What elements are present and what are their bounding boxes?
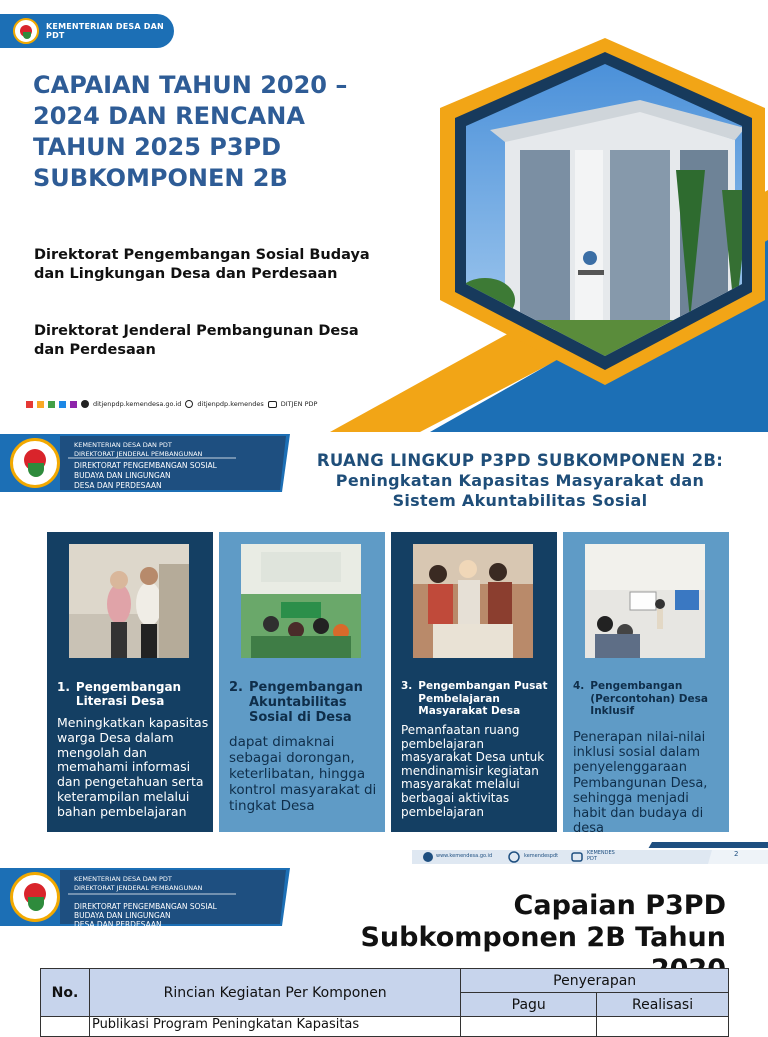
panel-number: 2. <box>229 680 243 695</box>
panel-title <box>57 680 207 708</box>
panel-title-text: Pengembangan Literasi Desa <box>75 680 182 708</box>
col-header-penyerapan: Penyerapan <box>461 969 729 993</box>
table-row <box>41 1017 729 1037</box>
youtube-icon <box>268 401 277 408</box>
panel-description: Penerapan nilai-nilai inklusi sosial dalam penyelenggaraan Pembangunan Desa, sehingga menjadi habit dan budaya di desa <box>573 730 708 837</box>
title-line: Subkomponen 2B Tahun <box>360 922 726 953</box>
panel-number: 1. <box>57 680 70 694</box>
title-line: Capaian P3PD <box>513 890 726 921</box>
scope-slide <box>0 432 768 868</box>
panel-title <box>229 680 379 725</box>
panel-number: 3. <box>401 680 413 692</box>
header-line: DIREKTORAT JENDERAL PEMBANGUNAN <box>74 450 203 458</box>
globe-icon <box>81 400 89 408</box>
learning-center-photo <box>413 544 533 658</box>
achievement-table <box>40 968 729 1037</box>
instagram-handle[interactable]: ditjenpdp.kemendes <box>197 400 264 408</box>
literacy-photo <box>69 544 189 658</box>
social-footer <box>26 400 317 408</box>
table-cell <box>597 1017 729 1037</box>
scope-panel-1 <box>47 532 213 832</box>
inclusive-village-photo <box>585 544 705 658</box>
page-number: 2 <box>734 850 739 858</box>
header-line: DIREKTORAT PENGEMBANGAN SOSIAL <box>74 902 217 911</box>
color-square <box>37 401 44 408</box>
header-line: BUDAYA DAN LINGUNGAN <box>74 911 171 920</box>
header-line: DESA DAN PERDESAAN <box>74 481 162 490</box>
table-cell <box>41 1017 90 1037</box>
panel-title-text: Pengembangan Pusat Pembelajaran Masyarakat Desa <box>418 680 548 717</box>
title-line: Sistem Akuntabilitas Sosial <box>392 491 648 510</box>
youtube-channel[interactable]: DITJEN PDP <box>280 400 318 408</box>
header-line: DIREKTORAT JENDERAL PEMBANGUNAN <box>74 884 203 892</box>
color-square <box>59 401 66 408</box>
title-slide <box>0 0 768 432</box>
ministry-name: KEMENTERIAN DESA DAN PDT <box>46 22 164 40</box>
youtube-channel[interactable]: KEMENDES PDT <box>587 850 615 862</box>
instagram-handle[interactable]: kemendespdt <box>524 853 559 859</box>
panel-description: dapat dimaknai sebagai dorongan, keterlibatan, hingga kontrol masyarakat di tingkat Desa <box>229 734 377 814</box>
directorate-name: Direktorat Pengembangan Sosial Budaya dan Lingkungan Desa dan Perdesaan <box>34 247 370 282</box>
panel-description: Pemanfaatan ruang pembelajaran masyarakat Desa untuk mendinamisir kegiatan masyarakat melalui berbagai aktivitas pembelajaran <box>401 723 545 819</box>
panel-description: Meningkatkan kapasitas warga Desa dalam mengolah dan memahami informasi dan pengetahuan serta keterampilan melalui bahan pembelajaran <box>57 715 209 819</box>
col-header-realisasi: Realisasi <box>597 993 729 1017</box>
panel-title-text: Pengembangan (Percontohan) Desa Inklusif <box>590 680 708 717</box>
col-header-rincian: Rincian Kegiatan Per Komponen <box>89 969 460 1017</box>
achievement-slide <box>0 868 768 1032</box>
panel-number: 4. <box>573 680 585 692</box>
col-header-no: No. <box>41 969 90 1017</box>
panel-title-text: Pengembangan Akuntabilitas Sosial di Desa <box>248 680 363 725</box>
table-cell: Publikasi Program Peningkatan Kapasitas <box>89 1017 460 1037</box>
color-square <box>70 401 77 408</box>
title-line: Peningkatan Kapasitas Masyarakat dan <box>335 471 705 490</box>
ministry-logo-icon <box>10 872 60 922</box>
header-line: KEMENTERIAN DESA DAN PDT <box>74 875 172 883</box>
panel-title <box>573 680 723 718</box>
header-line: DESA DAN PERDESAAN <box>74 920 162 929</box>
scope-panel-2 <box>219 532 385 832</box>
slide-title <box>280 451 760 511</box>
accountability-photo <box>241 544 361 658</box>
instagram-icon <box>185 400 193 408</box>
ministry-logo-icon <box>13 18 39 44</box>
table-cell <box>461 1017 597 1037</box>
scope-panel-4 <box>563 532 729 837</box>
building-photo-frame <box>0 0 768 432</box>
website-link[interactable]: ditjenpdp.kemendesa.go.id <box>93 400 182 408</box>
color-square <box>48 401 55 408</box>
title-line: RUANG LINGKUP P3PD SUBKOMPONEN 2B: <box>316 451 724 470</box>
website-link[interactable]: www.kemendesa.go.id <box>436 853 493 859</box>
header-line: BUDAYA DAN LINGUNGAN <box>74 471 171 480</box>
col-header-pagu: Pagu <box>461 993 597 1017</box>
directorate-general-name: Direktorat Jenderal Pembangunan Desa dan Perdesaan <box>34 323 359 358</box>
slide-title: CAPAIAN TAHUN 2020 – 2024 DAN RENCANA TAHUN 2025 P3PD SUBKOMPONEN 2B <box>33 71 348 192</box>
ministry-pill <box>0 14 174 48</box>
header-line: KEMENTERIAN DESA DAN PDT <box>74 441 172 449</box>
color-square <box>26 401 33 408</box>
ministry-logo-icon <box>10 438 60 488</box>
scope-panel-3 <box>391 532 557 832</box>
header-line: DIREKTORAT PENGEMBANGAN SOSIAL <box>74 461 217 470</box>
panel-title <box>401 680 551 718</box>
